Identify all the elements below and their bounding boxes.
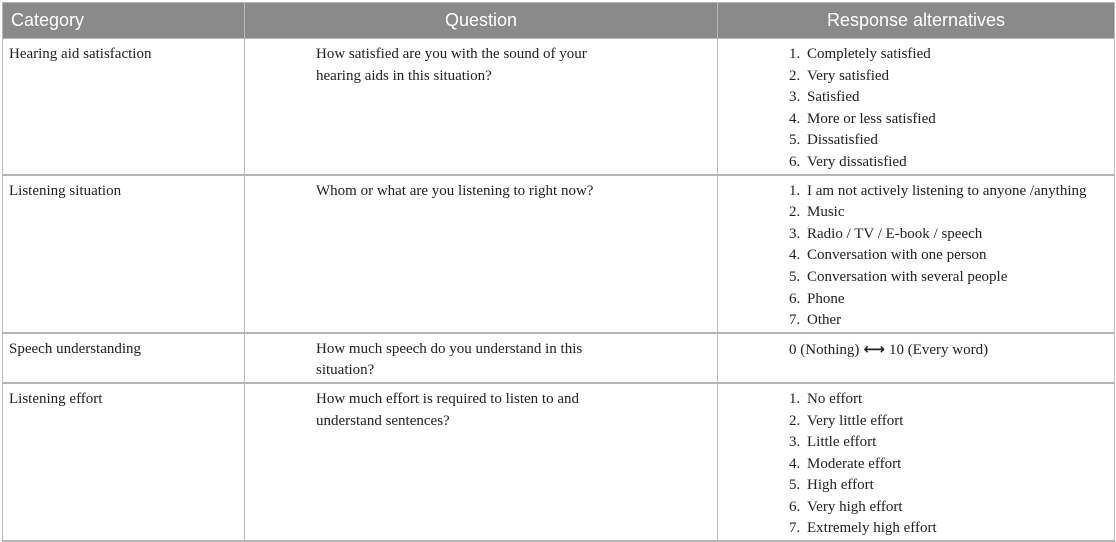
response-number: 1.: [789, 390, 801, 407]
scale-high-label: 10 (Every word): [888, 341, 989, 358]
response-option: [789, 411, 1108, 433]
response-label: I am not actively listening to anyone /anything: [807, 182, 1087, 199]
response-option: [789, 518, 1108, 540]
response-list: [789, 44, 1108, 174]
question-line: How much effort is required to listen to and: [316, 390, 579, 407]
response-label: Conversation with several people: [807, 268, 1008, 285]
response-label: Very little effort: [807, 412, 904, 429]
response-label: Music: [807, 204, 845, 221]
response-label: Very dissatisfied: [807, 153, 907, 170]
response-option: [789, 454, 1108, 476]
response-option: [789, 267, 1108, 289]
response-option: [789, 245, 1108, 267]
response-number: 5.: [789, 132, 801, 149]
response-option: [789, 87, 1108, 109]
category-cell: Speech understanding: [3, 333, 245, 383]
question-line: How much speech do you understand in this: [316, 340, 583, 357]
table-body: [3, 39, 1115, 542]
response-number: 5.: [789, 477, 801, 494]
response-label: Little effort: [807, 434, 877, 451]
response-cell: [718, 175, 1115, 333]
response-label: Very satisfied: [807, 67, 890, 84]
response-label: More or less satisfied: [807, 110, 936, 127]
response-number: 2.: [789, 67, 801, 84]
table-row: [3, 39, 1115, 175]
response-option: [789, 152, 1108, 174]
response-option: [789, 109, 1108, 131]
response-option: [789, 310, 1108, 332]
header-question: Question: [245, 3, 718, 39]
question-line: Whom or what are you listening to right now?: [316, 182, 594, 199]
response-option: [789, 497, 1108, 519]
question-line: hearing aids in this situation?: [316, 67, 492, 84]
response-number: 3.: [789, 225, 801, 242]
table-row: [3, 175, 1115, 333]
response-number: 6.: [789, 290, 801, 307]
response-number: 6.: [789, 498, 801, 515]
header-response-alternatives: Response alternatives: [718, 3, 1115, 39]
response-number: 7.: [789, 520, 801, 537]
table-row: [3, 333, 1115, 383]
question-cell: [245, 175, 718, 333]
questionnaire-table: [2, 2, 1115, 542]
response-label: Conversation with one person: [807, 247, 987, 264]
header-row: [3, 3, 1115, 39]
response-label: Radio / TV / E-book / speech: [807, 225, 983, 242]
header-category: Category: [3, 3, 245, 39]
response-scale: [789, 339, 1108, 362]
response-number: 4.: [789, 247, 801, 264]
question-line: How satisfied are you with the sound of your: [316, 46, 587, 62]
response-label: High effort: [807, 477, 874, 494]
category-cell: Hearing aid satisfaction: [3, 39, 245, 175]
response-label: Dissatisfied: [807, 132, 878, 149]
response-label: Satisfied: [807, 89, 860, 106]
response-number: 1.: [789, 182, 801, 199]
response-cell: [718, 39, 1115, 175]
response-list: [789, 181, 1108, 332]
response-label: Completely satisfied: [807, 46, 931, 62]
scale-low-label: 0 (Nothing): [789, 341, 860, 358]
question-line: situation?: [316, 362, 375, 379]
response-cell: [718, 383, 1115, 541]
response-number: 6.: [789, 153, 801, 170]
response-option: [789, 389, 1108, 411]
response-number: 3.: [789, 434, 801, 451]
response-number: 2.: [789, 204, 801, 221]
question-cell: [245, 333, 718, 383]
question-cell: [245, 39, 718, 175]
question-cell: [245, 383, 718, 541]
table-row: [3, 383, 1115, 541]
response-label: Moderate effort: [807, 455, 902, 472]
response-option: [789, 289, 1108, 311]
response-number: 4.: [789, 110, 801, 127]
response-option: [789, 44, 1108, 66]
double-arrow-icon: ⟷: [863, 339, 885, 358]
response-label: Very high effort: [807, 498, 903, 515]
response-number: 7.: [789, 312, 801, 329]
response-option: [789, 181, 1108, 203]
category-cell: Listening situation: [3, 175, 245, 333]
response-option: [789, 432, 1108, 454]
response-label: Other: [807, 312, 842, 329]
response-number: 5.: [789, 268, 801, 285]
response-label: No effort: [807, 390, 863, 407]
response-option: [789, 475, 1108, 497]
response-number: 2.: [789, 412, 801, 429]
response-number: 4.: [789, 455, 801, 472]
response-option: [789, 66, 1108, 88]
response-number: 1.: [789, 46, 801, 62]
response-label: Phone: [807, 290, 845, 307]
response-number: 3.: [789, 89, 801, 106]
response-list: [789, 389, 1108, 540]
response-option: [789, 202, 1108, 224]
response-option: [789, 224, 1108, 246]
response-label: Extremely high effort: [807, 520, 937, 537]
response-cell: [718, 333, 1115, 383]
response-option: [789, 130, 1108, 152]
category-cell: Listening effort: [3, 383, 245, 541]
question-line: understand sentences?: [316, 412, 450, 429]
